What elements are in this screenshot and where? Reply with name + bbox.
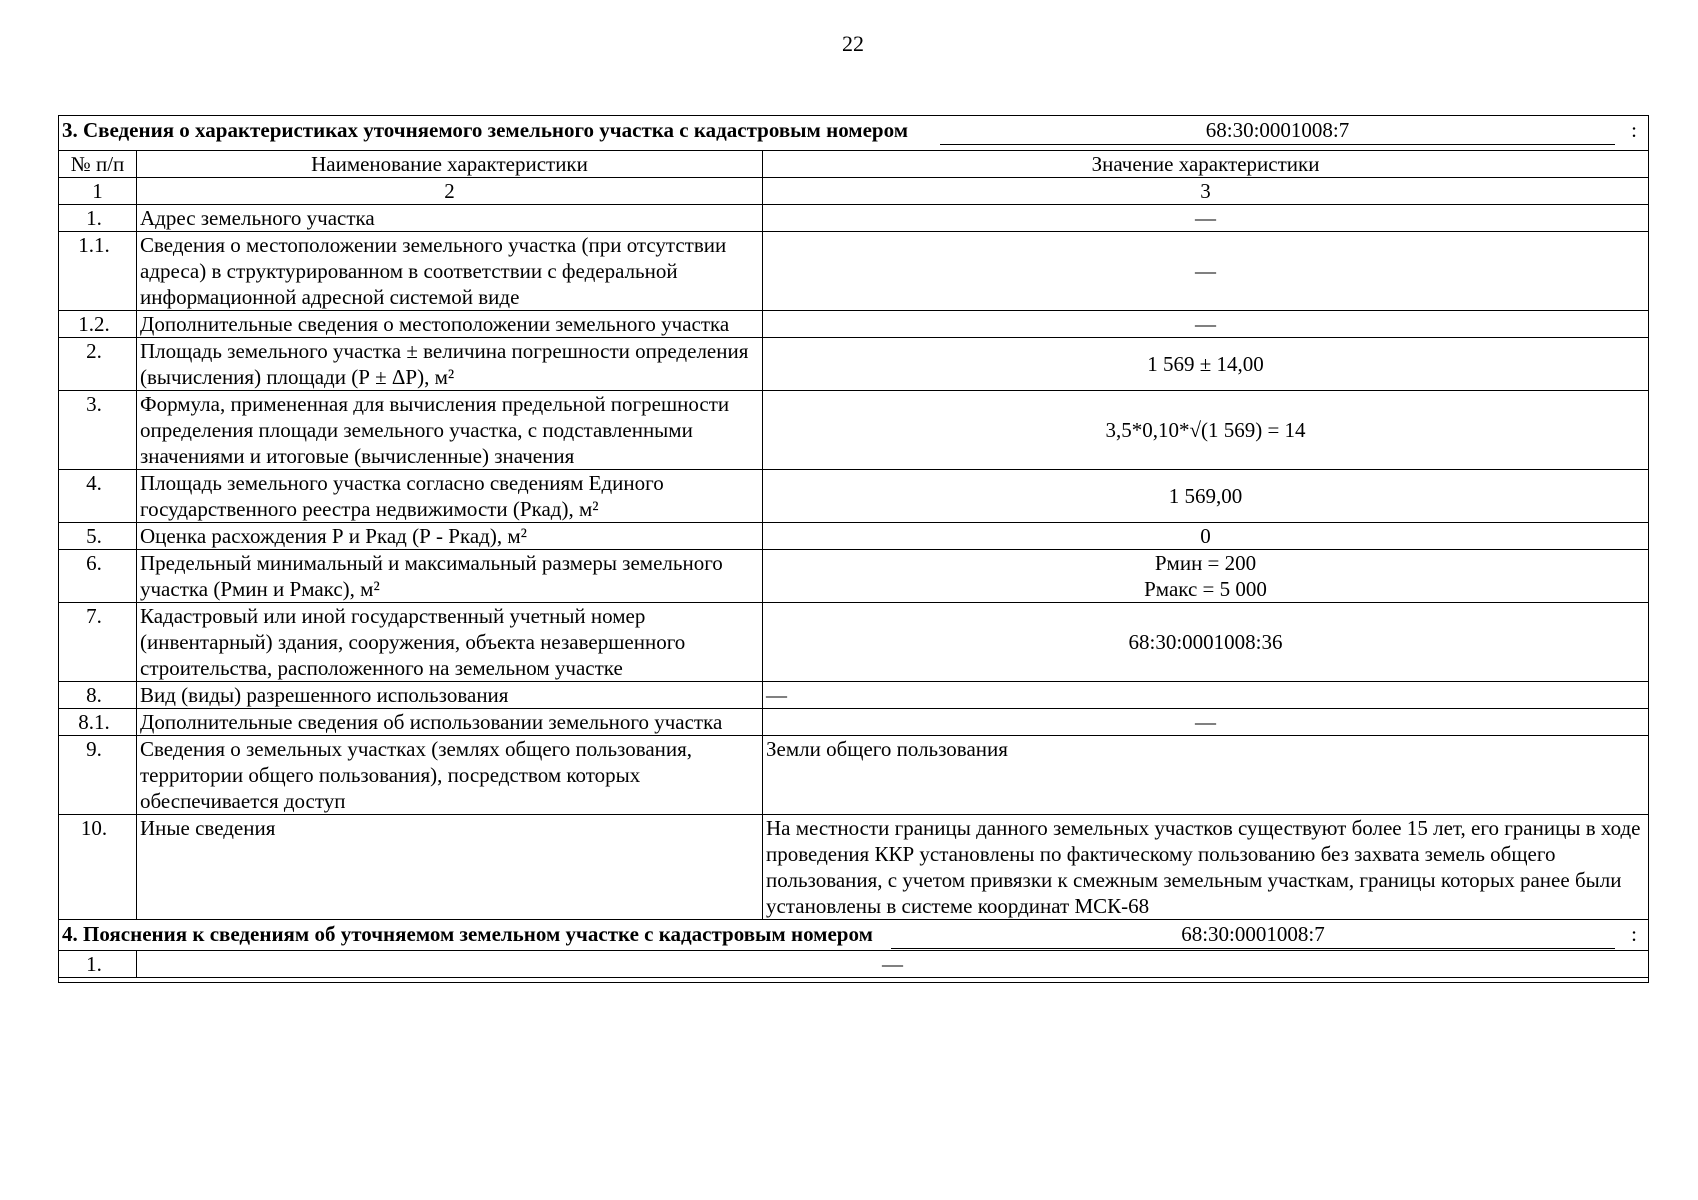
section4-title: 4. Пояснения к сведениям об уточняемом земельном участке с кадастровым номером [62, 922, 873, 946]
row-name: Площадь земельного участка ± величина погрешности определения (вычисления) площади (Р ± ΔР), м² [137, 338, 763, 391]
header-characteristic-name: Наименование характеристики [137, 151, 763, 178]
section3-header-row [59, 116, 1649, 151]
table-row [59, 523, 1649, 550]
row-value: — [763, 232, 1649, 311]
column-number-3: 3 [763, 178, 1649, 205]
row-name: Иные сведения [137, 815, 763, 920]
row-name: Вид (виды) разрешенного использования [137, 682, 763, 709]
table-row [59, 391, 1649, 470]
section4-row [59, 951, 1649, 978]
land-plot-table [58, 115, 1649, 983]
row-number: 8. [59, 682, 137, 709]
row-value: 3,5*0,10*√(1 569) = 14 [763, 391, 1649, 470]
row-value-max: Рмакс = 5 000 [1144, 577, 1267, 601]
row-value: 1 569,00 [763, 470, 1649, 523]
row-number: 5. [59, 523, 137, 550]
row-value: — [763, 205, 1649, 232]
row-name: Оценка расхождения Р и Ркад (Р - Ркад), м² [137, 523, 763, 550]
table-row [59, 338, 1649, 391]
table-bottom-border [59, 978, 1649, 983]
row-number: 3. [59, 391, 137, 470]
row-value: Земли общего пользования [763, 736, 1649, 815]
section4-row-number: 1. [59, 951, 137, 978]
row-number: 7. [59, 603, 137, 682]
section3-colon: : [1631, 118, 1638, 142]
row-name: Предельный минимальный и максимальный размеры земельного участка (Рмин и Рмакс), м² [137, 550, 763, 603]
table-column-numbers-row [59, 178, 1649, 205]
row-name: Дополнительные сведения о местоположении земельного участка [137, 311, 763, 338]
table-row [59, 682, 1649, 709]
section4-cadastral-number: 68:30:0001008:7 [891, 920, 1615, 949]
table-row [59, 205, 1649, 232]
row-number: 1.2. [59, 311, 137, 338]
row-number: 6. [59, 550, 137, 603]
row-number: 10. [59, 815, 137, 920]
table-row [59, 709, 1649, 736]
row-value: На местности границы данного земельных участков существуют более 15 лет, его границы в ходе проведения ККР установлены по фактическому пользованию без захвата земель общего пользования, с учетом привязки к смежным земельным участкам, границы которых ранее были установлены в системе координат МСК-68 [763, 815, 1649, 920]
table-row [59, 232, 1649, 311]
section4-row-value: — [137, 951, 1649, 978]
row-value: — [763, 709, 1649, 736]
row-number: 1.1. [59, 232, 137, 311]
section4-colon: : [1631, 922, 1638, 946]
row-value-min: Рмин = 200 [1154, 551, 1257, 575]
column-number-1: 1 [59, 178, 137, 205]
row-name: Дополнительные сведения об использовании земельного участка [137, 709, 763, 736]
row-value: — [763, 311, 1649, 338]
row-value: 0 [763, 523, 1649, 550]
row-name: Кадастровый или иной государственный учетный номер (инвентарный) здания, сооружения, объекта незавершенного строительства, расположенного на земельном участке [137, 603, 763, 682]
row-value [763, 550, 1649, 603]
row-value: 68:30:0001008:36 [763, 603, 1649, 682]
row-name: Адрес земельного участка [137, 205, 763, 232]
table-row [59, 550, 1649, 603]
row-value: — [763, 682, 1649, 709]
section3-title: 3. Сведения о характеристиках уточняемого земельного участка с кадастровым номером [62, 118, 909, 142]
table-row [59, 603, 1649, 682]
row-number: 1. [59, 205, 137, 232]
row-name: Сведения о земельных участках (землях общего пользования, территории общего пользования), посредством которых обеспечивается доступ [137, 736, 763, 815]
header-characteristic-value: Значение характеристики [763, 151, 1649, 178]
table-row [59, 470, 1649, 523]
section4-header-row [59, 920, 1649, 951]
section3-cadastral-number: 68:30:0001008:7 [940, 116, 1615, 145]
row-name: Сведения о местоположении земельного участка (при отсутствии адреса) в структурированном в соответствии с федеральной информационной адресной системой виде [137, 232, 763, 311]
header-number: № п/п [59, 151, 137, 178]
row-number: 8.1. [59, 709, 137, 736]
table-row [59, 736, 1649, 815]
row-number: 9. [59, 736, 137, 815]
table-header-row [59, 151, 1649, 178]
row-name: Площадь земельного участка согласно сведениям Единого государственного реестра недвижимости (Ркад), м² [137, 470, 763, 523]
row-number: 2. [59, 338, 137, 391]
column-number-2: 2 [137, 178, 763, 205]
row-number: 4. [59, 470, 137, 523]
row-name: Формула, примененная для вычисления предельной погрешности определения площади земельного участка, с подставленными значениями и итоговые (вычисленные) значения [137, 391, 763, 470]
page-number: 22 [842, 31, 864, 56]
table-row [59, 815, 1649, 920]
row-value: 1 569 ± 14,00 [763, 338, 1649, 391]
table-row [59, 311, 1649, 338]
